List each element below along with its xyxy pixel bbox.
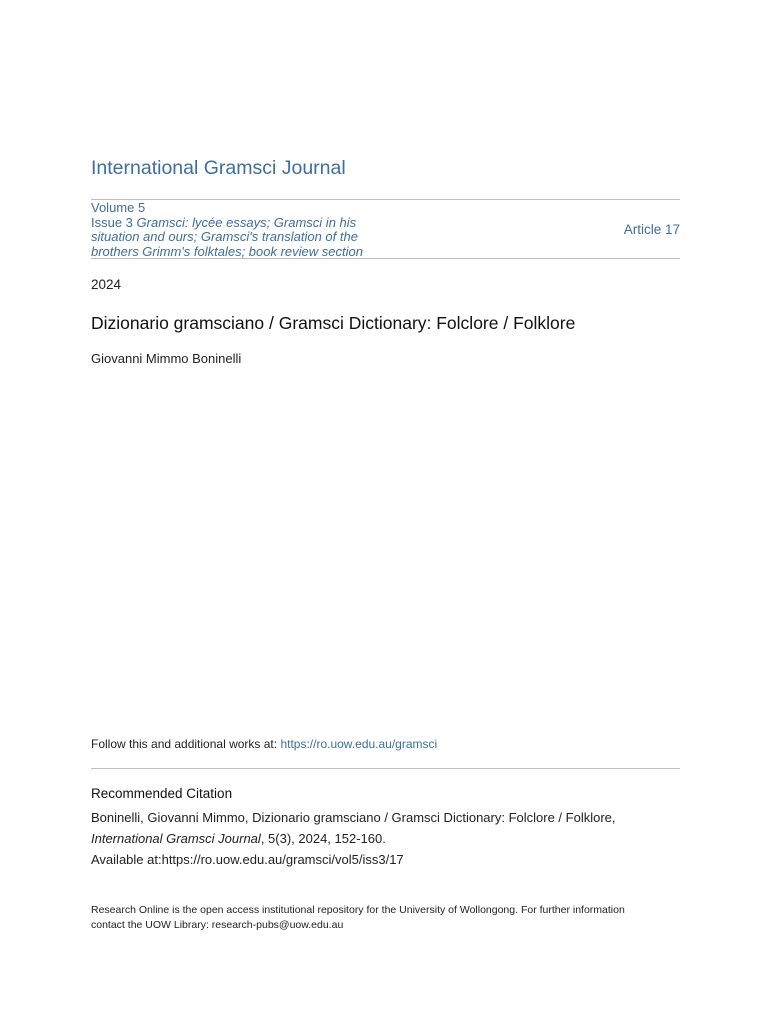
- citation-text: [91, 807, 680, 870]
- repository-link[interactable]: https://ro.uow.edu.au/gramsci: [280, 737, 438, 751]
- issue-theme-line2[interactable]: situation and ours; Gramsci's translation of the: [91, 229, 358, 244]
- citation-volume-pages: , 5(3), 2024, 152-160.: [260, 831, 386, 846]
- journal-title-link[interactable]: International Gramsci Journal: [91, 157, 346, 179]
- citation-line1: Boninelli, Giovanni Mimmo, Dizionario gramsciano / Gramsci Dictionary: Folclore / Folklore,: [91, 810, 616, 825]
- citation-divider: [91, 768, 680, 769]
- issue-info: [91, 201, 401, 259]
- issue-link[interactable]: [91, 216, 401, 231]
- footer-line1: Research Online is the open access institutional repository for the University of Wollongong. For further information: [91, 904, 625, 916]
- citation-heading: Recommended Citation: [91, 786, 233, 801]
- volume-link[interactable]: Volume 5: [91, 200, 146, 215]
- issue-prefix: Issue 3: [91, 214, 133, 230]
- top-divider: [91, 199, 680, 200]
- issue-theme-line1: Gramsci: lycée essays; Gramsci in his: [136, 214, 357, 230]
- follow-text: Follow this and additional works at:: [91, 737, 281, 751]
- issue-divider: [91, 258, 680, 259]
- issue-theme-line3[interactable]: brothers Grimm's folktales; book review section: [91, 243, 363, 259]
- citation-line2: [91, 828, 680, 849]
- citation-line3: Available at:https://ro.uow.edu.au/gramsci/vol5/iss3/17: [91, 852, 404, 867]
- footer-line2: contact the UOW Library: research-pubs@uow.edu.au: [91, 918, 344, 931]
- footer-note: [91, 903, 680, 932]
- author-name: Giovanni Mimmo Boninelli: [91, 351, 242, 366]
- publication-year: 2024: [91, 277, 122, 292]
- article-number-link[interactable]: Article 17: [623, 222, 680, 237]
- article-title: Dizionario gramsciano / Gramsci Dictionary: Folclore / Folklore: [91, 313, 576, 333]
- follow-line: [91, 737, 437, 751]
- citation-journal: International Gramsci Journal: [91, 831, 261, 846]
